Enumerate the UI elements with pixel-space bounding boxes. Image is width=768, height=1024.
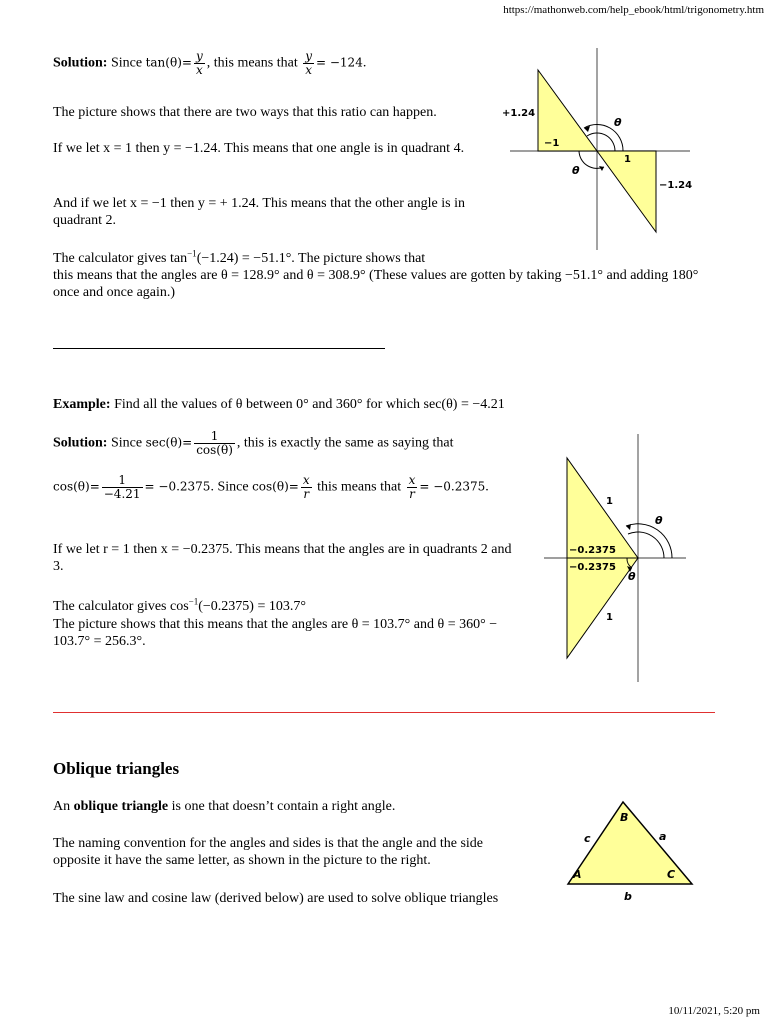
y-over-x-fraction-2: $\frac{y}{x}$ [305, 49, 312, 77]
print-timestamp: 10/11/2021, 5:20 pm [668, 1005, 760, 1017]
theta-label-2: θ [572, 164, 580, 177]
vertex-C: C [667, 868, 676, 881]
calculator-tan-text: The calculator gives $\tan^{-1}(-1.24) = -51.1^\circ$. The picture shows that this means that the angles are θ = 128.9° and θ = 308.9° (These values are gotten by taking −51.1° and adding 180° once and once again.) [53, 248, 699, 300]
label-plus-1-24: +1.24 [502, 108, 536, 119]
side-c: c [584, 832, 591, 845]
theta-label-2: θ [628, 570, 636, 583]
section-title: Oblique triangles [53, 759, 180, 778]
tan-function: tan(θ) [145, 55, 182, 70]
equals-sign: = [181, 55, 192, 70]
theta-label-1: θ [614, 116, 622, 129]
oblique-definition: An oblique triangle is one that doesn’t contain a right angle. [53, 799, 396, 814]
picture-two-ways: The picture shows that there are two ways that this ratio can happen. [53, 105, 437, 120]
tan-solution-line [53, 50, 493, 77]
means-text: , this means that [206, 55, 298, 71]
tan-value: = −124 [316, 55, 363, 70]
label-minus-one: −1 [544, 138, 560, 149]
theta-label-1: θ [655, 514, 663, 527]
sec-solution-line: Solution: Since sec(θ)= $\frac{1}{\cos(\theta)}$ , this is exactly the same as saying that [53, 429, 454, 457]
section-divider-red [53, 712, 715, 713]
vertex-B: B [620, 811, 629, 824]
y-over-x-fraction: $\frac{y}{x}$ [195, 49, 203, 77]
label-one: 1 [624, 154, 631, 165]
naming-convention-text: The naming convention for the angles and sides is that the angle and the side opposite it have the same letter, as shown in the picture to the right. [53, 836, 483, 868]
sec-example: Example: Find all the values of θ between 0° and 360° for which sec(θ) = −4.21 [53, 397, 505, 412]
section-divider [53, 348, 385, 349]
sec-angles-text: The picture shows that this means that the angles are θ = 103.7° and θ = 360° − 103.7° = 256.3°. [53, 617, 498, 649]
side-a: a [659, 830, 667, 843]
quadrant-4-text: If we let x = 1 then y = −1.24. This means that one angle is in quadrant 4. [53, 141, 465, 156]
vertex-A: A [573, 868, 582, 881]
hyp-label-bottom: 1 [606, 612, 613, 623]
cos-equation-line: cos(θ)= $\frac{1}{-4.21}$ = −0.2375. Since cos(θ)= $\frac{x}{r}$ this means that $\frac{x}{r}$ = −0.2375. [53, 473, 489, 501]
x-label-bottom: −0.2375 [569, 562, 616, 573]
side-b: b [624, 890, 632, 903]
tan-diagram [500, 44, 700, 254]
label-minus-1-24: −1.24 [659, 180, 693, 191]
x-label-top: −0.2375 [569, 545, 616, 556]
quadrant-2-text: And if we let x = −1 then y = + 1.24. This means that the other angle is in quadrant 2. [53, 196, 465, 228]
quadrant-2-triangle [567, 458, 638, 558]
oblique-triangle-diagram [560, 796, 700, 906]
hyp-label-top: 1 [606, 496, 613, 507]
solution-label: Solution: [53, 55, 108, 71]
sec-calculator-text: The calculator gives $\cos^{-1}(-0.2375) = 103.7^\circ$ [53, 596, 306, 614]
sec-diagram [540, 432, 690, 684]
sec-quadrants-text: If we let r = 1 then x = −0.2375. This means that the angles are in quadrants 2 and 3. [53, 542, 512, 574]
sine-cosine-law-text: The sine law and cosine law (derived below) are used to solve oblique triangles [53, 891, 499, 906]
page-url: https://mathonweb.com/help_ebook/html/trigonometry.htm [503, 4, 764, 16]
period: . [362, 55, 367, 71]
since-text: Since [110, 55, 143, 71]
